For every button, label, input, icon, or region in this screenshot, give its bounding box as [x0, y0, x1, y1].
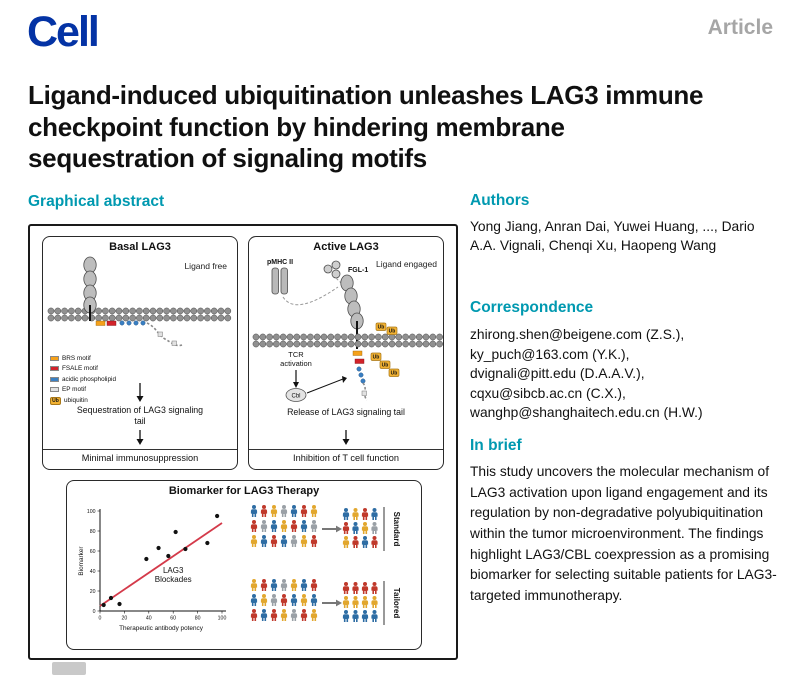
- person-icon: [301, 520, 307, 532]
- ligand-engaged-label: Ligand engaged: [376, 259, 437, 269]
- person-icon: [311, 609, 317, 621]
- person-icon: [301, 579, 307, 591]
- person-icon: [343, 582, 349, 594]
- person-icon: [362, 508, 368, 520]
- biomarker-scatter-plot: [78, 509, 226, 632]
- person-icon: [362, 610, 368, 622]
- person-icon: [352, 610, 358, 622]
- legend-swatch: [50, 356, 59, 361]
- svg-text:100: 100: [217, 615, 227, 622]
- person-icon: [362, 596, 368, 608]
- legend-label: FSALE motif: [62, 365, 98, 373]
- person-icon: [271, 535, 277, 547]
- person-icon: [352, 522, 358, 534]
- legend-swatch: [50, 366, 59, 371]
- person-icon: [301, 535, 307, 547]
- svg-text:Ub: Ub: [388, 328, 396, 335]
- tailored-label: Tailored: [392, 587, 401, 619]
- person-icon: [371, 582, 377, 594]
- scatter-point: [109, 596, 113, 600]
- biomarker-diagram: [70, 499, 418, 649]
- person-icon: [362, 522, 368, 534]
- person-icon: [281, 505, 287, 517]
- person-icon: [301, 609, 307, 621]
- correspondence-email[interactable]: wanghp@shanghaitech.edu.cn (H.W.): [470, 405, 703, 421]
- person-icon: [251, 579, 257, 591]
- person-icon: [281, 609, 287, 621]
- sequestered-tail: [96, 321, 182, 346]
- svg-text:100: 100: [86, 508, 96, 515]
- membrane: [48, 308, 231, 321]
- scatter-point: [102, 603, 106, 607]
- scatter-point: [156, 546, 160, 550]
- person-icon: [281, 579, 287, 591]
- lag3-receptor: [84, 257, 96, 313]
- down-arrow-icon: [341, 430, 351, 446]
- scatter-point: [117, 602, 121, 606]
- person-icon: [343, 610, 349, 622]
- person-icon: [281, 520, 287, 532]
- legend-item: [50, 397, 116, 405]
- person-icon: [251, 505, 257, 517]
- svg-text:60: 60: [170, 615, 177, 622]
- person-icon: [261, 594, 267, 606]
- scatter-point: [183, 547, 187, 551]
- person-icon: [343, 536, 349, 548]
- person-icon: [371, 596, 377, 608]
- person-icon: [343, 596, 349, 608]
- person-icon: [271, 520, 277, 532]
- tailored-therapy-group: [343, 582, 378, 622]
- svg-text:20: 20: [121, 615, 128, 622]
- lag3-receptor: [341, 275, 363, 329]
- ubiquitin-tag: [371, 353, 381, 361]
- basal-membrane-diagram: [44, 253, 238, 353]
- correspondence-heading: Correspondence: [470, 299, 594, 316]
- graphical-abstract-heading: Graphical abstract: [28, 193, 165, 210]
- person-icon: [311, 535, 317, 547]
- panel-divider: [249, 449, 443, 450]
- person-icon: [343, 508, 349, 520]
- ubiquitin-tag: [389, 369, 399, 377]
- person-icon: [311, 594, 317, 606]
- svg-text:80: 80: [89, 528, 96, 535]
- legend-item: [50, 365, 116, 372]
- correspondence-email[interactable]: dvignali@pitt.edu (D.A.A.V.),: [470, 366, 645, 382]
- article-title: Ligand-induced ubiquitination unleashes LAG3 immune checkpoint function by hindering membrane sequestration of signaling motifs: [28, 80, 704, 174]
- person-icon: [371, 522, 377, 534]
- correspondence-email[interactable]: ky_puch@163.com (Y.K.),: [470, 346, 630, 362]
- correspondence-email[interactable]: zhirong.shen@beigene.com (Z.S.),: [470, 327, 685, 342]
- biomarker-panel-title: Biomarker for LAG3 Therapy: [168, 485, 320, 497]
- person-icon: [311, 579, 317, 591]
- person-icon: [251, 520, 257, 532]
- scatter-point: [166, 554, 170, 558]
- panel-divider: [43, 449, 237, 450]
- panel-active-lag3: [248, 236, 444, 470]
- person-icon: [281, 594, 287, 606]
- svg-text:Blockades: Blockades: [154, 575, 192, 584]
- person-icon: [291, 609, 297, 621]
- authors-heading: Authors: [470, 192, 530, 209]
- active-membrane-diagram: [250, 253, 444, 405]
- svg-text:0: 0: [98, 615, 102, 622]
- panel-biomarker: [66, 480, 422, 650]
- panel-basal-lag3: [42, 236, 238, 470]
- ubiquitin-tag: [387, 327, 397, 335]
- svg-text:20: 20: [89, 588, 96, 595]
- person-icon: [311, 520, 317, 532]
- person-icon: [261, 535, 267, 547]
- person-icon: [352, 596, 358, 608]
- svg-text:60: 60: [89, 548, 96, 555]
- legend-item: [50, 355, 116, 362]
- person-icon: [343, 522, 349, 534]
- ubiquitin-tag: [380, 361, 390, 369]
- person-icon: [251, 594, 257, 606]
- person-icon: [251, 535, 257, 547]
- svg-text:40: 40: [145, 615, 152, 622]
- patient-crowd-top: [251, 505, 317, 547]
- person-icon: [371, 536, 377, 548]
- legend-swatch: [50, 377, 59, 382]
- svg-text:activation: activation: [280, 359, 312, 368]
- scatter-point: [215, 514, 219, 518]
- person-icon: [291, 535, 297, 547]
- person-icon: [281, 535, 287, 547]
- article-type-label: Article: [707, 16, 773, 39]
- person-icon: [251, 609, 257, 621]
- person-icon: [352, 582, 358, 594]
- svg-text:80: 80: [194, 615, 201, 622]
- person-icon: [362, 536, 368, 548]
- person-icon: [352, 536, 358, 548]
- person-icon: [271, 579, 277, 591]
- footer-logo-stub: [52, 662, 86, 675]
- svg-text:Cbl: Cbl: [291, 393, 301, 400]
- basal-panel-title: Basal LAG3: [109, 241, 171, 253]
- person-icon: [291, 579, 297, 591]
- person-icon: [261, 505, 267, 517]
- svg-text:Ub: Ub: [381, 362, 389, 369]
- person-icon: [271, 609, 277, 621]
- patient-crowd-bottom: [251, 579, 317, 621]
- svg-text:Ub: Ub: [377, 324, 385, 331]
- fgl1-ligand: [324, 261, 340, 278]
- down-arrow-icon: [135, 383, 145, 403]
- person-icon: [362, 582, 368, 594]
- scatter-point: [144, 557, 148, 561]
- person-icon: [271, 505, 277, 517]
- person-icon: [261, 579, 267, 591]
- down-arrow-icon: [135, 430, 145, 446]
- released-tail: [353, 351, 367, 400]
- in-brief-heading: In brief: [470, 437, 522, 454]
- active-panel-title: Active LAG3: [313, 241, 379, 253]
- legend-label: ubiquitin: [64, 397, 88, 405]
- person-icon: [371, 508, 377, 520]
- legend-swatch: [50, 387, 59, 392]
- svg-text:Ub: Ub: [390, 370, 398, 377]
- legend-item: [50, 386, 116, 393]
- person-icon: [301, 505, 307, 517]
- svg-text:TCR: TCR: [288, 350, 304, 359]
- svg-text:40: 40: [89, 568, 96, 575]
- in-brief-text: This study uncovers the molecular mechanism of LAG3 activation upon ligand engagement and its regulation by non-degradative polyubiquitination within the tumor microenvironment. The findings highlight LAG3/CBL coexpression as a promising biomarker for selecting suitable patients for LAG3-targeted immunotherapy.: [470, 464, 777, 604]
- basal-outcome-text: Minimal immunosuppression: [81, 453, 199, 463]
- legend-swatch: Ub: [50, 397, 61, 405]
- person-icon: [261, 520, 267, 532]
- scatter-point: [205, 541, 209, 545]
- standard-therapy-group: [343, 508, 378, 548]
- scatter-point: [174, 530, 178, 534]
- graphical-abstract-figure: [28, 224, 458, 660]
- person-icon: [271, 594, 277, 606]
- legend-label: EP motif: [62, 386, 87, 394]
- legend-item: [50, 376, 116, 383]
- correspondence-email[interactable]: cqxu@sibcb.ac.cn (C.X.),: [470, 385, 626, 401]
- membrane: [253, 334, 443, 347]
- legend-label: acidic phospholipid: [62, 375, 117, 383]
- person-icon: [261, 609, 267, 621]
- active-step-text: Release of LAG3 signaling tail: [287, 407, 405, 417]
- correspondence-emails: [470, 325, 775, 423]
- svg-text:Biomarker: Biomarker: [78, 546, 85, 576]
- svg-text:LAG3: LAG3: [162, 566, 184, 575]
- person-icon: [301, 594, 307, 606]
- ubiquitin-tag: [376, 323, 386, 331]
- svg-text:FGL-1: FGL-1: [348, 267, 369, 274]
- cell-logo: Cell: [27, 8, 98, 56]
- svg-text:Ub: Ub: [372, 354, 380, 361]
- authors-list: Yong Jiang, Anran Dai, Yuwei Huang, ..., Dario A.A. Vignali, Chenqi Xu, Haopeng Wang: [470, 219, 755, 254]
- legend-label: BRS motif: [62, 355, 91, 362]
- figure-legend: [50, 355, 116, 408]
- svg-text:Therapeutic antibody potency: Therapeutic antibody potency: [119, 625, 203, 632]
- basal-step-text: Sequestration of LAG3 signaling tail: [76, 405, 204, 427]
- svg-text:pMHC II: pMHC II: [266, 259, 294, 266]
- person-icon: [291, 520, 297, 532]
- person-icon: [371, 610, 377, 622]
- person-icon: [291, 594, 297, 606]
- ligand-free-label: Ligand free: [184, 261, 227, 271]
- person-icon: [291, 505, 297, 517]
- person-icon: [311, 505, 317, 517]
- person-icon: [352, 508, 358, 520]
- svg-text:0: 0: [92, 608, 96, 615]
- standard-label: Standard: [392, 511, 401, 547]
- active-outcome-text: Inhibition of T cell function: [293, 453, 399, 463]
